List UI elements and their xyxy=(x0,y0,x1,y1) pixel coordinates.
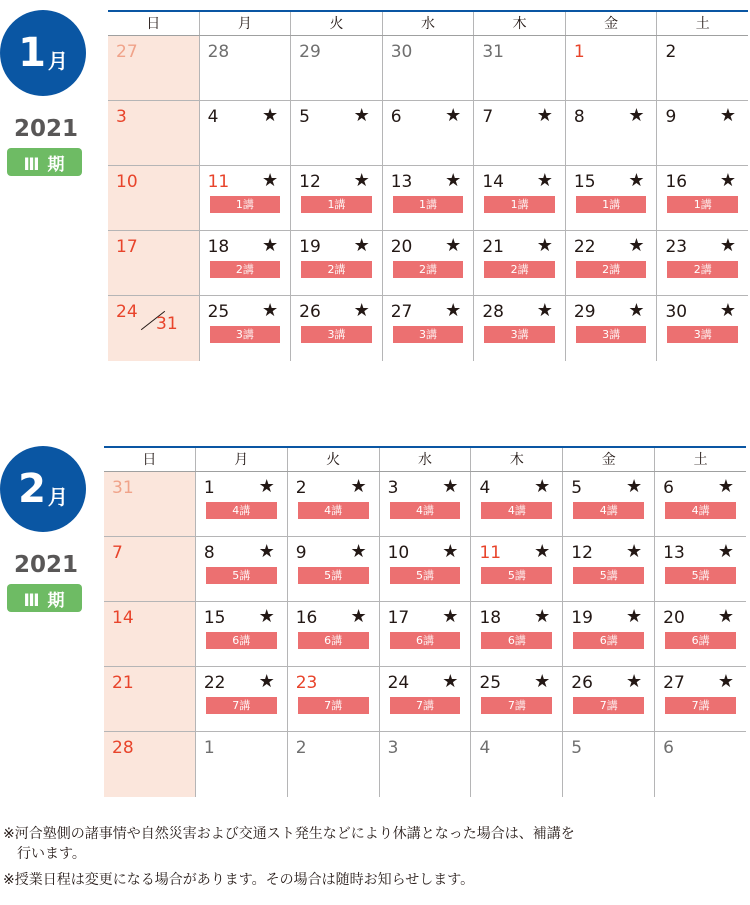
star-icon: ★ xyxy=(262,300,279,321)
day-number: 12 xyxy=(571,543,593,563)
day-cell xyxy=(654,472,746,536)
day-number: 28 xyxy=(482,302,504,322)
day-number: 17 xyxy=(116,237,138,257)
day-cell xyxy=(379,537,471,601)
day-cell xyxy=(473,101,565,165)
day-cell xyxy=(562,732,654,797)
week-row xyxy=(108,231,748,296)
day-number: 29 xyxy=(299,42,321,62)
lecture-tag: 1講 xyxy=(210,196,281,213)
star-icon: ★ xyxy=(442,541,459,562)
star-icon: ★ xyxy=(719,170,737,191)
day-cell xyxy=(473,36,565,100)
lecture-tag: 1講 xyxy=(393,196,464,213)
day-number: 6 xyxy=(663,738,674,758)
weekday-label: 木 xyxy=(470,448,562,471)
weekday-label: 木 xyxy=(473,12,565,35)
week-row xyxy=(104,732,746,797)
lecture-tag: 2講 xyxy=(484,261,555,278)
day-number: 13 xyxy=(663,543,685,563)
star-icon: ★ xyxy=(262,105,279,126)
day-cell xyxy=(470,602,562,666)
lecture-tag: 6講 xyxy=(206,632,277,649)
day-cell xyxy=(290,231,382,295)
day-number: 6 xyxy=(390,107,402,127)
day-cell xyxy=(382,36,474,100)
star-icon: ★ xyxy=(628,105,645,126)
day-cell xyxy=(565,296,657,361)
lecture-tag: 1講 xyxy=(576,196,647,213)
lecture-tag: 5講 xyxy=(573,567,644,584)
day-number: 24 xyxy=(387,673,410,693)
weekday-label: 火 xyxy=(290,12,382,35)
day-number: 10 xyxy=(116,172,138,192)
weekday-label: 金 xyxy=(565,12,657,35)
day-cell xyxy=(654,667,746,731)
day-number: 2 xyxy=(665,42,677,62)
weekday-label: 日 xyxy=(142,452,157,468)
day-number: 31 xyxy=(112,478,134,498)
day-number: 23 xyxy=(295,673,318,693)
star-icon: ★ xyxy=(442,606,459,627)
day-number: 8 xyxy=(203,543,215,563)
star-icon: ★ xyxy=(628,300,645,321)
day-number: 4 xyxy=(479,478,491,498)
day-number: 1 xyxy=(203,478,215,498)
lecture-tag: 3講 xyxy=(667,326,738,343)
day-number: 16 xyxy=(295,608,318,628)
day-cell xyxy=(562,537,654,601)
star-icon: ★ xyxy=(442,671,459,692)
star-icon: ★ xyxy=(353,235,370,256)
day-number: 28 xyxy=(207,42,230,62)
day-number: 22 xyxy=(203,673,226,693)
day-cell xyxy=(473,166,565,230)
day-number: 4 xyxy=(479,738,491,758)
day-cell xyxy=(290,296,382,361)
note-text-continued: 行います。 xyxy=(17,846,86,862)
day-number: 10 xyxy=(387,543,410,563)
star-icon: ★ xyxy=(445,105,462,126)
day-number: 19 xyxy=(571,608,593,628)
day-cell xyxy=(654,537,746,601)
day-cell xyxy=(654,732,746,797)
star-icon: ★ xyxy=(719,300,737,321)
day-cell xyxy=(565,101,657,165)
lecture-tag: 3講 xyxy=(393,326,464,343)
lecture-tag: 3講 xyxy=(484,326,555,343)
month-unit: 月 xyxy=(47,484,68,509)
lecture-tag: 2講 xyxy=(393,261,464,278)
lecture-tag: 6講 xyxy=(481,632,552,649)
term-badge: Ⅲ 期 xyxy=(7,584,82,612)
day-number: 20 xyxy=(663,608,685,628)
day-cell xyxy=(195,667,287,731)
day-cell xyxy=(199,101,291,165)
day-cell xyxy=(562,667,654,731)
star-icon: ★ xyxy=(258,476,275,497)
day-cell xyxy=(565,231,657,295)
day-cell xyxy=(379,732,471,797)
star-icon: ★ xyxy=(258,606,275,627)
star-icon: ★ xyxy=(534,671,551,692)
lecture-tag: 2講 xyxy=(301,261,372,278)
day-cell xyxy=(473,296,565,361)
star-icon: ★ xyxy=(536,170,553,191)
day-number-secondary: 31 xyxy=(156,314,178,334)
day-number: 16 xyxy=(665,172,688,192)
day-cell xyxy=(656,36,748,100)
day-cell xyxy=(287,667,379,731)
star-icon: ★ xyxy=(353,105,370,126)
note-text: ※授業日程は変更になる場合があります。その場合は随時お知らせします。 xyxy=(3,872,475,888)
lecture-tag: 6講 xyxy=(573,632,644,649)
day-number: 25 xyxy=(479,673,502,693)
weekday-label: 日 xyxy=(146,16,161,32)
day-number: 27 xyxy=(663,673,685,693)
day-number: 22 xyxy=(573,237,596,257)
day-number: 24 xyxy=(116,302,138,322)
day-number: 27 xyxy=(116,42,138,62)
day-cell xyxy=(108,166,199,230)
day-number: 30 xyxy=(390,42,413,62)
star-icon: ★ xyxy=(536,300,553,321)
day-cell xyxy=(290,36,382,100)
day-number: 19 xyxy=(299,237,321,257)
star-icon: ★ xyxy=(445,300,462,321)
star-icon: ★ xyxy=(719,105,737,126)
day-number: 2 xyxy=(295,738,307,758)
day-cell xyxy=(656,231,748,295)
lecture-tag: 3講 xyxy=(576,326,647,343)
star-icon: ★ xyxy=(442,476,459,497)
day-cell xyxy=(656,101,748,165)
day-number: 9 xyxy=(295,543,307,563)
day-cell xyxy=(379,472,471,536)
day-cell xyxy=(656,166,748,230)
note-item xyxy=(3,870,748,890)
lecture-tag: 1講 xyxy=(484,196,555,213)
star-icon: ★ xyxy=(445,235,462,256)
lecture-tag: 3講 xyxy=(301,326,372,343)
day-number: 30 xyxy=(665,302,688,322)
star-icon: ★ xyxy=(353,170,370,191)
lecture-tag: 7講 xyxy=(665,697,736,714)
day-number: 15 xyxy=(203,608,226,628)
day-cell xyxy=(470,732,562,797)
week-row xyxy=(108,101,748,166)
year-label: 2021 xyxy=(14,116,79,142)
day-number: 21 xyxy=(482,237,504,257)
week-row xyxy=(104,667,746,732)
day-number: 9 xyxy=(665,107,677,127)
weekday-label: 金 xyxy=(562,448,654,471)
day-number: 11 xyxy=(207,172,230,192)
star-icon: ★ xyxy=(258,541,275,562)
lecture-tag: 6講 xyxy=(665,632,736,649)
calendar-grid xyxy=(108,10,748,361)
lecture-tag: 4講 xyxy=(573,502,644,519)
day-cell xyxy=(104,667,195,731)
day-cell xyxy=(104,602,195,666)
day-number: 17 xyxy=(387,608,410,628)
lecture-tag: 1講 xyxy=(667,196,738,213)
lecture-tag: 7講 xyxy=(573,697,644,714)
lecture-tag: 2講 xyxy=(576,261,647,278)
star-icon: ★ xyxy=(628,170,645,191)
weekday-header xyxy=(108,10,748,36)
star-icon: ★ xyxy=(717,606,735,627)
day-cell xyxy=(108,231,199,295)
week-row xyxy=(104,602,746,667)
weekday-label: 土 xyxy=(654,448,746,471)
star-icon: ★ xyxy=(719,235,737,256)
day-number: 27 xyxy=(390,302,413,322)
day-number: 7 xyxy=(482,107,494,127)
month-unit: 月 xyxy=(47,48,68,73)
day-cell xyxy=(287,602,379,666)
day-cell xyxy=(470,472,562,536)
star-icon: ★ xyxy=(626,476,643,497)
lecture-tag: 1講 xyxy=(301,196,372,213)
lecture-tag: 6講 xyxy=(390,632,461,649)
star-icon: ★ xyxy=(536,235,553,256)
day-number: 1 xyxy=(573,42,585,62)
day-number: 26 xyxy=(299,302,321,322)
day-cell xyxy=(562,602,654,666)
day-cell xyxy=(199,36,291,100)
lecture-tag: 4講 xyxy=(206,502,277,519)
year-label: 2021 xyxy=(14,552,79,578)
star-icon: ★ xyxy=(534,606,551,627)
lecture-tag: 3講 xyxy=(210,326,281,343)
star-icon: ★ xyxy=(258,671,275,692)
day-number: 5 xyxy=(571,738,583,758)
day-cell xyxy=(379,667,471,731)
star-icon: ★ xyxy=(628,235,645,256)
day-number: 1 xyxy=(203,738,215,758)
day-number: 14 xyxy=(482,172,504,192)
day-number: 31 xyxy=(482,42,504,62)
day-number: 3 xyxy=(387,738,399,758)
day-number: 14 xyxy=(112,608,134,628)
day-cell xyxy=(104,537,195,601)
calendar-grid xyxy=(104,446,746,797)
month-number: 2 xyxy=(18,466,46,512)
day-number: 29 xyxy=(573,302,596,322)
day-cell xyxy=(565,36,657,100)
lecture-tag: 7講 xyxy=(206,697,277,714)
lecture-tag: 4講 xyxy=(298,502,369,519)
day-number: 12 xyxy=(299,172,321,192)
lecture-tag: 4講 xyxy=(390,502,461,519)
star-icon: ★ xyxy=(350,476,367,497)
week-row xyxy=(108,36,748,101)
day-number: 5 xyxy=(299,107,310,127)
day-cell xyxy=(108,296,199,361)
day-cell xyxy=(195,732,287,797)
day-cell xyxy=(290,166,382,230)
star-icon: ★ xyxy=(717,476,735,497)
star-icon: ★ xyxy=(717,541,735,562)
day-cell xyxy=(382,296,474,361)
week-row xyxy=(104,537,746,602)
notes-section xyxy=(3,824,748,896)
day-cell xyxy=(379,602,471,666)
day-cell xyxy=(104,732,195,797)
day-number: 8 xyxy=(573,107,585,127)
lecture-tag: 5講 xyxy=(390,567,461,584)
day-number: 5 xyxy=(571,478,583,498)
day-number: 18 xyxy=(207,237,230,257)
lecture-tag: 4講 xyxy=(665,502,736,519)
lecture-tag: 7講 xyxy=(298,697,369,714)
star-icon: ★ xyxy=(262,170,279,191)
weekday-label: 月 xyxy=(199,12,291,35)
day-number: 3 xyxy=(116,107,127,127)
weekday-label: 月 xyxy=(195,448,287,471)
lecture-tag: 2講 xyxy=(210,261,281,278)
star-icon: ★ xyxy=(350,541,367,562)
day-number: 21 xyxy=(112,673,134,693)
lecture-tag: 5講 xyxy=(481,567,552,584)
day-cell xyxy=(287,732,379,797)
day-cell xyxy=(382,166,474,230)
day-cell xyxy=(565,166,657,230)
week-row xyxy=(108,296,748,361)
day-cell xyxy=(287,472,379,536)
weekday-header xyxy=(104,446,746,472)
star-icon: ★ xyxy=(626,541,643,562)
note-item xyxy=(3,824,748,864)
day-cell xyxy=(199,166,291,230)
star-icon: ★ xyxy=(626,606,643,627)
month-badge xyxy=(0,446,86,532)
star-icon: ★ xyxy=(353,300,370,321)
day-cell xyxy=(654,602,746,666)
note-text: ※河合塾側の諸事情や自然災害および交通スト発生などにより休講となった場合は、補講を xyxy=(3,826,575,842)
month-badge xyxy=(0,10,86,96)
star-icon: ★ xyxy=(626,671,643,692)
month-number: 1 xyxy=(18,30,46,76)
day-cell xyxy=(195,602,287,666)
day-number: 23 xyxy=(665,237,688,257)
day-cell xyxy=(290,101,382,165)
day-cell xyxy=(199,231,291,295)
lecture-tag: 5講 xyxy=(298,567,369,584)
day-number: 28 xyxy=(112,738,134,758)
day-number: 26 xyxy=(571,673,593,693)
day-number: 15 xyxy=(573,172,596,192)
day-number: 18 xyxy=(479,608,502,628)
day-cell xyxy=(473,231,565,295)
lecture-tag: 5講 xyxy=(206,567,277,584)
day-cell xyxy=(108,101,199,165)
lecture-tag: 7講 xyxy=(390,697,461,714)
star-icon: ★ xyxy=(534,541,551,562)
weekday-label: 水 xyxy=(379,448,471,471)
weekday-label: 土 xyxy=(656,12,748,35)
star-icon: ★ xyxy=(536,105,553,126)
day-number: 2 xyxy=(295,478,307,498)
star-icon: ★ xyxy=(534,476,551,497)
star-icon: ★ xyxy=(445,170,462,191)
lecture-tag: 6講 xyxy=(298,632,369,649)
lecture-tag: 5講 xyxy=(665,567,736,584)
week-row xyxy=(104,472,746,537)
week-row xyxy=(108,166,748,231)
star-icon: ★ xyxy=(350,606,367,627)
day-number: 6 xyxy=(663,478,674,498)
day-cell xyxy=(470,667,562,731)
day-cell xyxy=(287,537,379,601)
day-cell xyxy=(195,472,287,536)
weekday-label: 火 xyxy=(287,448,379,471)
day-number: 20 xyxy=(390,237,413,257)
day-number: 25 xyxy=(207,302,230,322)
day-cell xyxy=(108,36,199,100)
lecture-tag: 2講 xyxy=(667,261,738,278)
day-cell xyxy=(382,231,474,295)
star-icon: ★ xyxy=(717,671,735,692)
day-cell xyxy=(470,537,562,601)
day-cell xyxy=(104,472,195,536)
day-cell xyxy=(656,296,748,361)
day-cell xyxy=(562,472,654,536)
lecture-tag: 7講 xyxy=(481,697,552,714)
day-number: 3 xyxy=(387,478,399,498)
day-number: 4 xyxy=(207,107,219,127)
day-cell xyxy=(199,296,291,361)
weekday-label: 水 xyxy=(382,12,474,35)
day-cell xyxy=(382,101,474,165)
lecture-tag: 4講 xyxy=(481,502,552,519)
day-number: 13 xyxy=(390,172,413,192)
star-icon: ★ xyxy=(262,235,279,256)
term-badge: Ⅲ 期 xyxy=(7,148,82,176)
day-cell xyxy=(195,537,287,601)
day-number: 11 xyxy=(479,543,502,563)
day-number: 7 xyxy=(112,543,123,563)
